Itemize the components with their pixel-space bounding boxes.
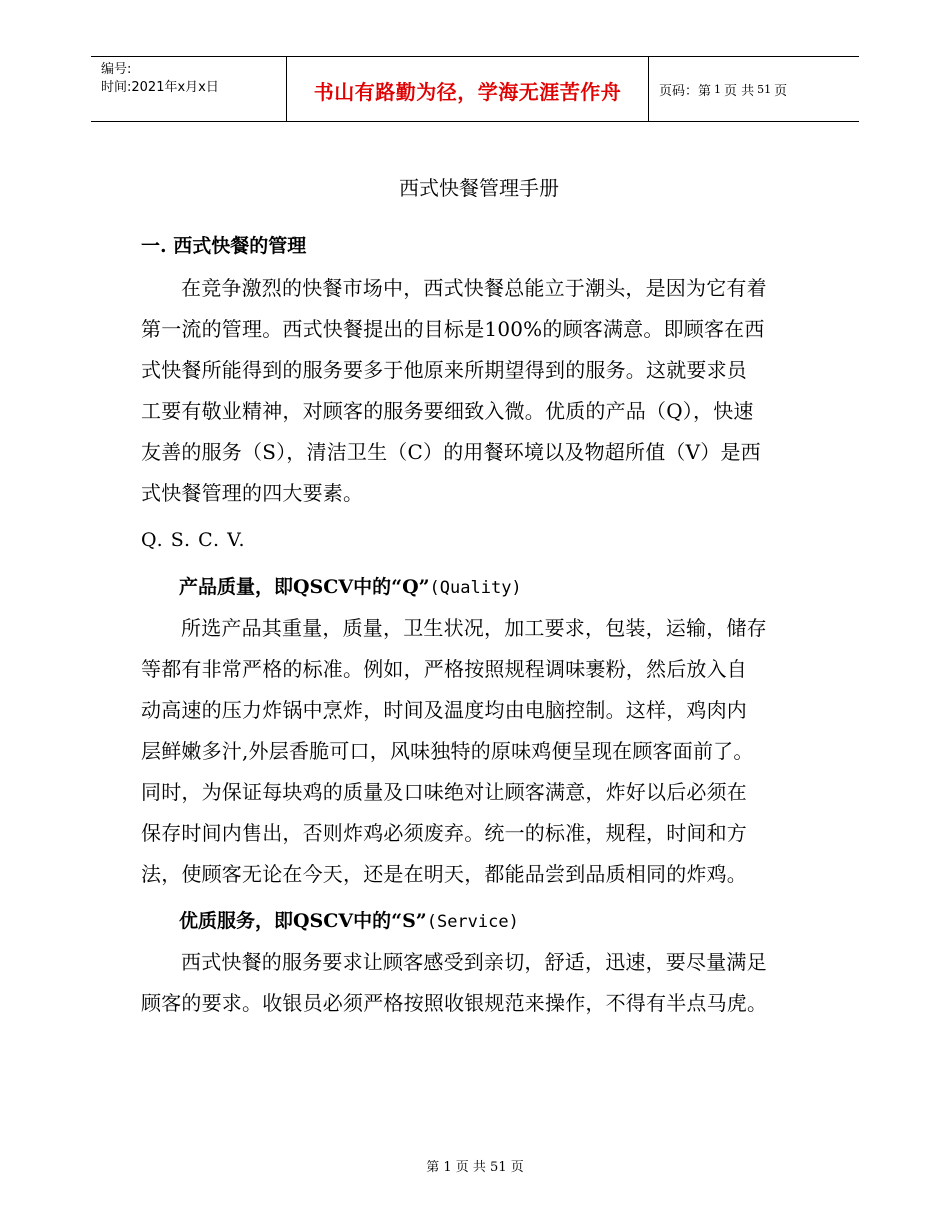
header-page-info [649,57,859,121]
paragraph-line: 式快餐所能得到的服务要多于他原来所期望得到的服务。这就要求员 [141,358,747,382]
quality-subtitle-text: 产品质量，即QSCV中的“Q” [179,576,430,598]
paragraph-line: 保存时间内售出，否则炸鸡必须废弃。统一的标准，规程，时间和方 [141,821,747,845]
service-subtitle-latin: (Service) [426,912,519,932]
paragraph-line: 第一流的管理。西式快餐提出的目标是100%的顾客满意。即顾客在西 [141,317,765,341]
header-meta [91,57,287,121]
document-body [141,168,817,1024]
page-mid: 页 共 [724,83,755,99]
paragraph-line: 顾客的要求。收银员必须严格按照收银规范来操作，不得有半点马虎。 [141,991,768,1015]
document-title: 西式快餐管理手册 [399,176,559,200]
time-label: 时间:2021年x月x日 [101,80,219,95]
quality-paragraph [141,608,817,895]
paragraph-line: 层鲜嫩多汁,外层香脆可口，风味独特的原味鸡便呈现在顾客面前了。 [141,739,754,763]
paragraph-line: 工要有敬业精神，对顾客的服务要细致入微。优质的产品（Q），快速 [141,399,754,423]
page-number: 1 [714,82,722,96]
paragraph-line: 等都有非常严格的标准。例如，严格按照规程调味裹粉，然后放入自 [141,657,747,681]
page-prefix: 页码：第 [659,83,712,99]
paragraph-line: 法，使顾客无论在今天，还是在明天，都能品尝到品质相同的炸鸡。 [141,862,747,886]
paragraph-line: 所选产品其重量，质量，卫生状况，加工要求，包装，运输，储存 [181,616,767,640]
paragraph-line: 友善的服务（S），清洁卫生（C）的用餐环境以及物超所值（V）是西 [141,440,761,464]
quality-subtitle-latin: (Quality) [429,578,522,598]
page-header [91,56,859,122]
paragraph-line: 在竞争激烈的快餐市场中，西式快餐总能立于潮头，是因为它有着 [181,276,767,300]
qscv-heading: Q. S. C. V. [141,529,246,551]
paragraph-line: 同时，为保证每块鸡的质量及口味绝对让顾客满意，炸好以后必须在 [141,780,747,804]
paragraph-line: 动高速的压力炸锅中烹炸，时间及温度均由电脑控制。这样，鸡肉内 [141,698,747,722]
service-paragraph [141,942,817,1024]
number-label: 编号: [101,62,132,77]
motto-text: 书山有路勤为径，学海无涯苦作舟 [313,79,622,104]
paragraph-line: 西式快餐的服务要求让顾客感受到亲切，舒适，迅速，要尽量满足 [181,950,767,974]
page-footer: 第 1 页 共 51 页 [426,1160,524,1175]
page-suffix: 页 [774,83,788,99]
service-subtitle-text: 优质服务，即QSCV中的“S” [179,910,427,932]
intro-paragraph [141,268,817,514]
quality-subtitle [141,567,817,608]
page-total: 51 [757,82,772,96]
header-motto-cell [287,57,649,121]
service-subtitle [141,901,817,942]
section-title: 一. 西式快餐的管理 [141,235,307,257]
paragraph-line: 式快餐管理的四大要素。 [141,481,364,505]
